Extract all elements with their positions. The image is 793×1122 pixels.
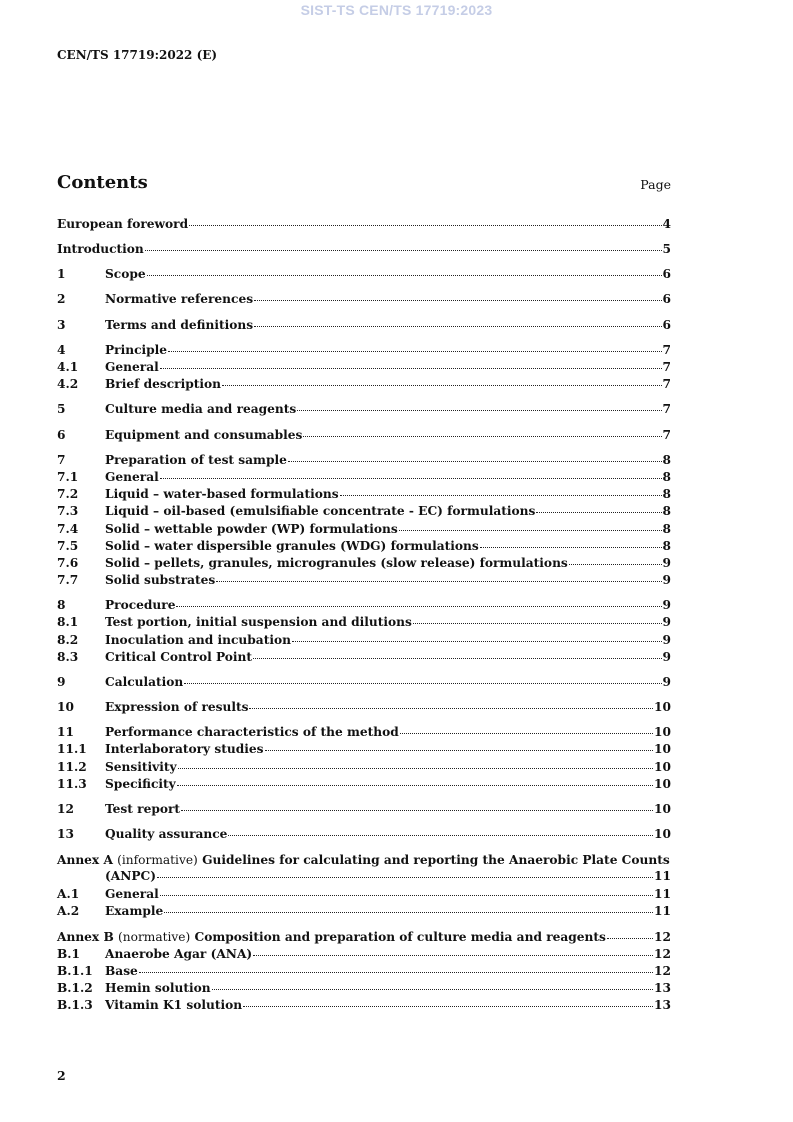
toc-entry-title: Solid – wettable powder (WP) formulations: [105, 522, 398, 536]
leader-dots: [177, 776, 653, 786]
leader-dots: [249, 699, 653, 709]
toc-entry-page: 11: [654, 887, 671, 901]
toc-entry-number: 4.1: [57, 360, 79, 374]
toc-entry-title: Procedure: [105, 598, 176, 612]
toc-entry-title: Hemin solution: [105, 981, 211, 995]
toc-entry-number: 6: [57, 428, 66, 442]
toc-entry-number: 1: [57, 267, 66, 281]
toc-entry-page: 12: [654, 930, 671, 944]
toc-entry[interactable]: [57, 674, 671, 690]
toc-entry-page: 8: [662, 539, 671, 553]
page-number: 2: [57, 1068, 66, 1083]
toc-entry-page: 7: [662, 360, 671, 374]
toc-entry-title: Solid substrates: [105, 573, 216, 587]
toc-entry-page: 6: [662, 318, 671, 332]
toc-entry-title: Normative references: [105, 292, 254, 306]
toc-entry-number: A.1: [57, 887, 80, 901]
toc-entry-page: 8: [662, 470, 671, 484]
toc-entry-page: 10: [654, 760, 671, 774]
toc-annex-b[interactable]: [57, 929, 671, 945]
toc-entry[interactable]: [57, 649, 671, 665]
toc-entry-page: 10: [654, 802, 671, 816]
toc-entry-page: 13: [654, 981, 671, 995]
toc-entry-page: 9: [662, 615, 671, 629]
toc-entry[interactable]: [57, 886, 671, 902]
annex-a-title-continued: (ANPC): [105, 869, 156, 883]
toc-entry-page: 13: [654, 998, 671, 1012]
toc-entry-title: Inoculation and incubation: [105, 633, 291, 647]
leader-dots: [254, 317, 661, 327]
toc-entry[interactable]: [57, 997, 671, 1013]
toc-entry-number: B.1.3: [57, 998, 93, 1012]
toc-entry[interactable]: [57, 903, 671, 919]
toc-entry[interactable]: [57, 241, 671, 257]
toc-entry-title: Base: [105, 964, 138, 978]
toc-entry-number: 13: [57, 827, 74, 841]
toc-entry-page: 9: [662, 556, 671, 570]
toc-entry[interactable]: [57, 401, 671, 417]
toc-entry-title: Specificity: [105, 777, 176, 791]
toc-entry-page: 11: [654, 869, 671, 883]
toc-entry[interactable]: [57, 555, 671, 571]
leader-dots: [569, 555, 662, 565]
toc-entry[interactable]: [57, 427, 671, 443]
toc-entry[interactable]: [57, 291, 671, 307]
toc-entry-number: 8.3: [57, 650, 79, 664]
toc-entry-title: General: [105, 470, 159, 484]
toc-entry[interactable]: [57, 699, 671, 715]
toc-entry-number: 7.6: [57, 556, 79, 570]
toc-entry-title: Expression of results: [105, 700, 249, 714]
leader-dots: [147, 266, 662, 276]
toc-entry[interactable]: [57, 486, 671, 502]
toc-entry-title: Principle: [105, 343, 168, 357]
leader-dots: [178, 759, 653, 769]
toc-entry-page: 4: [662, 217, 671, 231]
toc-entry-number: 7.2: [57, 487, 79, 501]
toc-entry-page: 5: [662, 242, 671, 256]
leader-dots: [265, 741, 654, 751]
annex-a-title: Guidelines for calculating and reporting the Anaerobic Plate Counts: [202, 853, 670, 867]
toc-entry-number: 11: [57, 725, 74, 739]
page-column-label: Page: [640, 177, 671, 192]
leader-dots: [399, 521, 662, 531]
toc-entry-page: 8: [662, 522, 671, 536]
toc-entry[interactable]: [57, 614, 671, 630]
toc-entry[interactable]: [57, 572, 671, 588]
toc-entry-title: Scope: [105, 267, 146, 281]
toc-entry-page: 10: [654, 742, 671, 756]
leader-dots: [160, 886, 653, 896]
leader-dots: [189, 216, 661, 226]
leader-dots: [253, 649, 661, 659]
toc-entry-title: Solid – water dispersible granules (WDG) formulations: [105, 539, 479, 553]
leader-dots: [292, 632, 662, 642]
leader-dots: [340, 486, 662, 496]
toc-entry-page: 9: [662, 598, 671, 612]
leader-dots: [176, 597, 661, 607]
toc-entry[interactable]: [57, 469, 671, 485]
toc-entry-title: Liquid – water-based formulations: [105, 487, 339, 501]
toc-entry-page: 9: [662, 633, 671, 647]
toc-entry-title: Culture media and reagents: [105, 402, 297, 416]
leader-dots: [212, 980, 653, 990]
toc-entry-page: 9: [662, 675, 671, 689]
toc-entry-number: 2: [57, 292, 66, 306]
toc-entry-page: 10: [654, 827, 671, 841]
toc-entry-number: 11.1: [57, 742, 87, 756]
leader-dots: [222, 376, 662, 386]
leader-dots: [216, 572, 661, 582]
leader-dots: [253, 946, 653, 956]
toc-entry[interactable]: [57, 724, 671, 740]
annex-a-note: (informative): [117, 853, 198, 867]
leader-dots: [243, 997, 653, 1007]
leader-dots: [145, 241, 662, 251]
annex-b-label: Annex B: [57, 930, 114, 944]
leader-dots: [303, 427, 661, 437]
toc-entry-title: Brief description: [105, 377, 221, 391]
leader-dots: [607, 929, 653, 939]
toc-entry-title: Solid – pellets, granules, microgranules (slow release) formulations: [105, 556, 568, 570]
toc-entry-number: 8: [57, 598, 66, 612]
toc-entry-number: 11.2: [57, 760, 87, 774]
toc-entry-title: Equipment and consumables: [105, 428, 303, 442]
toc-entry-number: 7.4: [57, 522, 79, 536]
toc-entry-number: B.1: [57, 947, 81, 961]
leader-dots: [181, 801, 653, 811]
toc-entry-title: Calculation: [105, 675, 184, 689]
leader-dots: [288, 452, 662, 462]
toc-entry[interactable]: [57, 741, 671, 757]
toc-entry[interactable]: [57, 801, 671, 817]
toc-entry-number: A.2: [57, 904, 80, 918]
toc-entry-title: Example: [105, 904, 164, 918]
leader-dots: [139, 963, 653, 973]
toc-entry-page: 8: [662, 487, 671, 501]
toc-entry[interactable]: [57, 521, 671, 537]
annex-a-label: Annex A: [57, 853, 113, 867]
toc-entry[interactable]: [57, 963, 671, 979]
toc-entry-number: 8.2: [57, 633, 79, 647]
leader-dots: [413, 614, 662, 624]
toc-entry[interactable]: [57, 759, 671, 775]
toc-entry-page: 9: [662, 650, 671, 664]
toc-entry[interactable]: [57, 946, 671, 962]
toc-entry[interactable]: [57, 216, 671, 232]
toc-entry[interactable]: [57, 359, 671, 375]
annex-b-note: (normative): [118, 930, 191, 944]
toc-entry[interactable]: [57, 266, 671, 282]
toc-entry-page: 9: [662, 573, 671, 587]
toc-entry-title: Preparation of test sample: [105, 453, 287, 467]
toc-entry-page: 10: [654, 777, 671, 791]
toc-entry-page: 10: [654, 725, 671, 739]
toc-entry-page: 8: [662, 453, 671, 467]
toc-entry[interactable]: [57, 632, 671, 648]
leader-dots: [168, 342, 661, 352]
toc-entry-title: Vitamin K1 solution: [105, 998, 243, 1012]
toc-entry-title: Terms and definitions: [105, 318, 254, 332]
annex-a-line1: [57, 852, 671, 868]
leader-dots: [480, 538, 662, 548]
toc-entry-number: 7.1: [57, 470, 79, 484]
toc-entry-page: 11: [654, 904, 671, 918]
leader-dots: [400, 724, 653, 734]
toc-entry-title: Sensitivity: [105, 760, 177, 774]
leader-dots: [297, 401, 661, 411]
leader-dots: [184, 674, 661, 684]
leader-dots: [254, 291, 661, 301]
toc-entry-number: 7.3: [57, 504, 79, 518]
toc-entry[interactable]: [57, 980, 671, 996]
toc-entry-page: 7: [662, 428, 671, 442]
toc-entry[interactable]: [57, 452, 671, 468]
toc-entry-number: 8.1: [57, 615, 79, 629]
toc-entry[interactable]: [57, 503, 671, 519]
toc-entry-title: Interlaboratory studies: [105, 742, 264, 756]
toc-entry[interactable]: [57, 376, 671, 392]
toc-entry-number: 5: [57, 402, 66, 416]
annex-b-heading: [57, 929, 606, 945]
toc-entry-number: 12: [57, 802, 74, 816]
leader-dots: [160, 359, 662, 369]
annex-a-heading: [57, 852, 671, 884]
toc-entry-title: Performance characteristics of the method: [105, 725, 399, 739]
toc-entry-title: General: [105, 887, 159, 901]
toc-entry-page: 12: [654, 947, 671, 961]
toc-entry-number: 11.3: [57, 777, 87, 791]
toc-entry-title: Introduction: [57, 242, 144, 256]
leader-dots: [160, 469, 662, 479]
toc-entry-number: B.1.2: [57, 981, 93, 995]
toc-entry-title: Test portion, initial suspension and dilutions: [105, 615, 412, 629]
toc-entry-page: 7: [662, 402, 671, 416]
toc-entry[interactable]: [57, 317, 671, 333]
toc-entry-number: 7: [57, 453, 66, 467]
toc-entry-number: 4.2: [57, 377, 79, 391]
toc-entry-page: 10: [654, 700, 671, 714]
toc-entry[interactable]: [57, 826, 671, 842]
toc-entry-number: 3: [57, 318, 66, 332]
leader-dots: [536, 503, 661, 513]
toc-entry-title: Liquid – oil-based (emulsifiable concentrate - EC) formulations: [105, 504, 536, 518]
annex-b-title: Composition and preparation of culture media and reagents: [194, 930, 606, 944]
toc-entry-title: General: [105, 360, 159, 374]
toc-entry-number: 4: [57, 343, 66, 357]
toc-entry-title: Anaerobe Agar (ANA): [105, 947, 253, 961]
toc-entry-title: European foreword: [57, 217, 189, 231]
toc-entry-number: 10: [57, 700, 74, 714]
toc-annex-a[interactable]: [57, 852, 671, 886]
toc-entry-page: 6: [662, 267, 671, 281]
contents-title: Contents: [57, 172, 148, 193]
watermark: SIST-TS CEN/TS 17719:2023: [300, 2, 493, 18]
toc-entry[interactable]: [57, 597, 671, 613]
leader-dots: [157, 868, 653, 878]
toc-entry-number: 7.7: [57, 573, 79, 587]
toc-entry[interactable]: [57, 342, 671, 358]
toc-entry-page: 12: [654, 964, 671, 978]
document-id: CEN/TS 17719:2022 (E): [57, 48, 218, 62]
toc-entry-number: 7.5: [57, 539, 79, 553]
toc-entry[interactable]: [57, 776, 671, 792]
toc-entry-title: Test report: [105, 802, 181, 816]
toc-entry[interactable]: [57, 538, 671, 554]
toc-entry-title: Quality assurance: [105, 827, 228, 841]
annex-a-line2: [57, 868, 671, 884]
leader-dots: [164, 903, 653, 913]
toc-entry-title: Critical Control Point: [105, 650, 253, 664]
toc-entry-number: 9: [57, 675, 66, 689]
toc-entry-page: 8: [662, 504, 671, 518]
toc-entry-page: 6: [662, 292, 671, 306]
toc-entry-number: B.1.1: [57, 964, 93, 978]
toc-entry-page: 7: [662, 343, 671, 357]
toc-entry-page: 7: [662, 377, 671, 391]
leader-dots: [228, 826, 653, 836]
